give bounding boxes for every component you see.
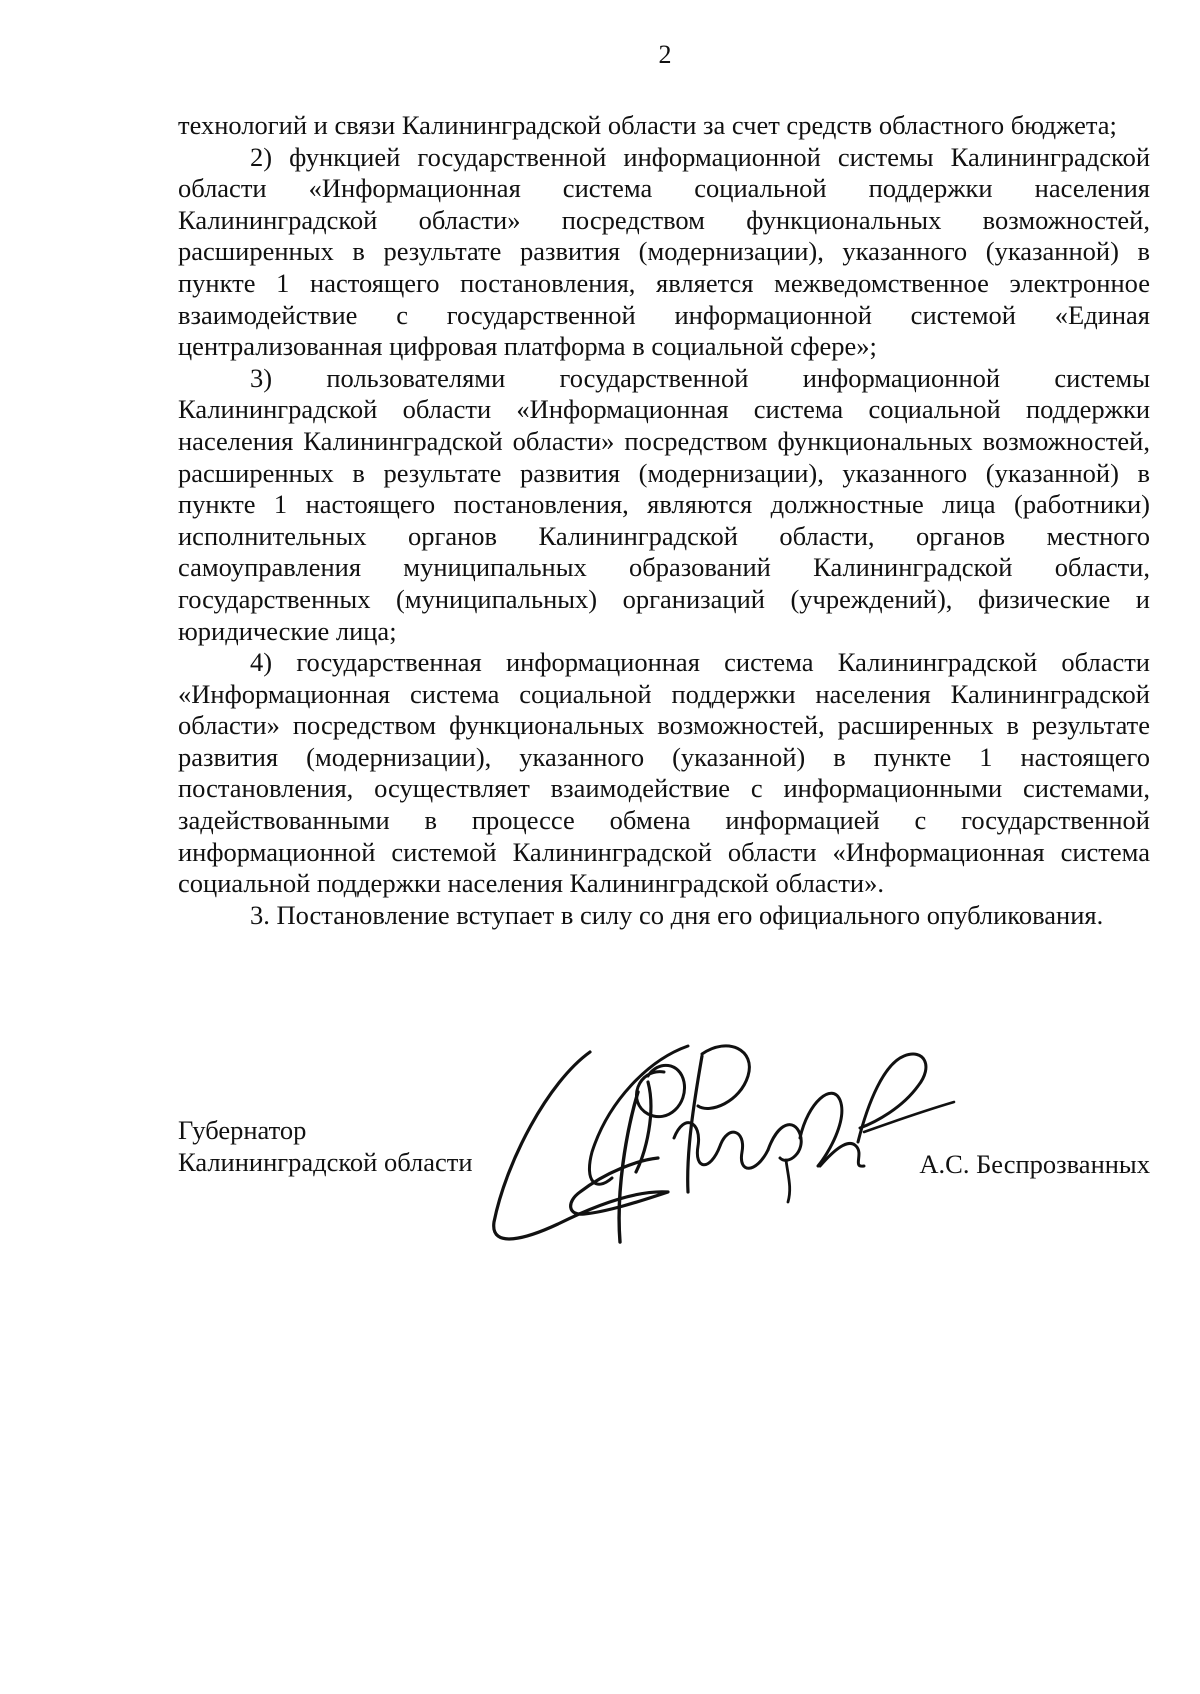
signatory-position <box>178 1114 473 1178</box>
document-body <box>178 110 1150 931</box>
signatory-name: А.С. Беспрозванных <box>919 1149 1150 1179</box>
paragraph-item-3: 3) пользователями государственной информационной системы Калининградской области «Информационная система социальной поддержки населения Калининградской области» посредством функциональных возможностей, расширенных в результате развития (модернизации), указанного (указанной) в пункте 1 настоящего постановления, являются должностные лица (работники) исполнительных органов Калининградской области, органов местного самоуправления муниципальных образований Калининградской области, государственных (муниципальных) организаций (учреждений), физические и юридические лица; <box>178 362 1150 646</box>
page-number: 2 <box>658 40 672 69</box>
paragraph-item-4: 4) государственная информационная система Калининградской области «Информационная система социальной поддержки населения Калининградской области» посредством функциональных возможностей, расширенных в результате развития (модернизации), указанного (указанной) в пункте 1 настоящего постановления, осуществляет взаимодействие с информационными системами, задействованными в процессе обмена информацией с государственной информационной системой Калининградской области «Информационная система социальной поддержки населения Калининградской области». <box>178 647 1150 899</box>
paragraph-clause-3: 3. Постановление вступает в силу со дня его официального опубликования. <box>250 899 1104 930</box>
handwritten-signature <box>488 1042 958 1262</box>
signatory-position-region: Калининградской области <box>178 1147 473 1177</box>
paragraph-item-2: 2) функцией государственной информационной системы Калининградской области «Информационная система социальной поддержки населения Калининградской области» посредством функциональных возможностей, расширенных в результате развития (модернизации), указанного (указанной) в пункте 1 настоящего постановления, является межведомственное электронное взаимодействие с государственной информационной системой «Единая централизованная цифровая платформа в социальной сфере»; <box>178 141 1150 362</box>
paragraph-continuation: технологий и связи Калининградской области за счет средств областного бюджета; <box>178 110 1117 140</box>
signatory-position-title: Губернатор <box>178 1115 307 1145</box>
